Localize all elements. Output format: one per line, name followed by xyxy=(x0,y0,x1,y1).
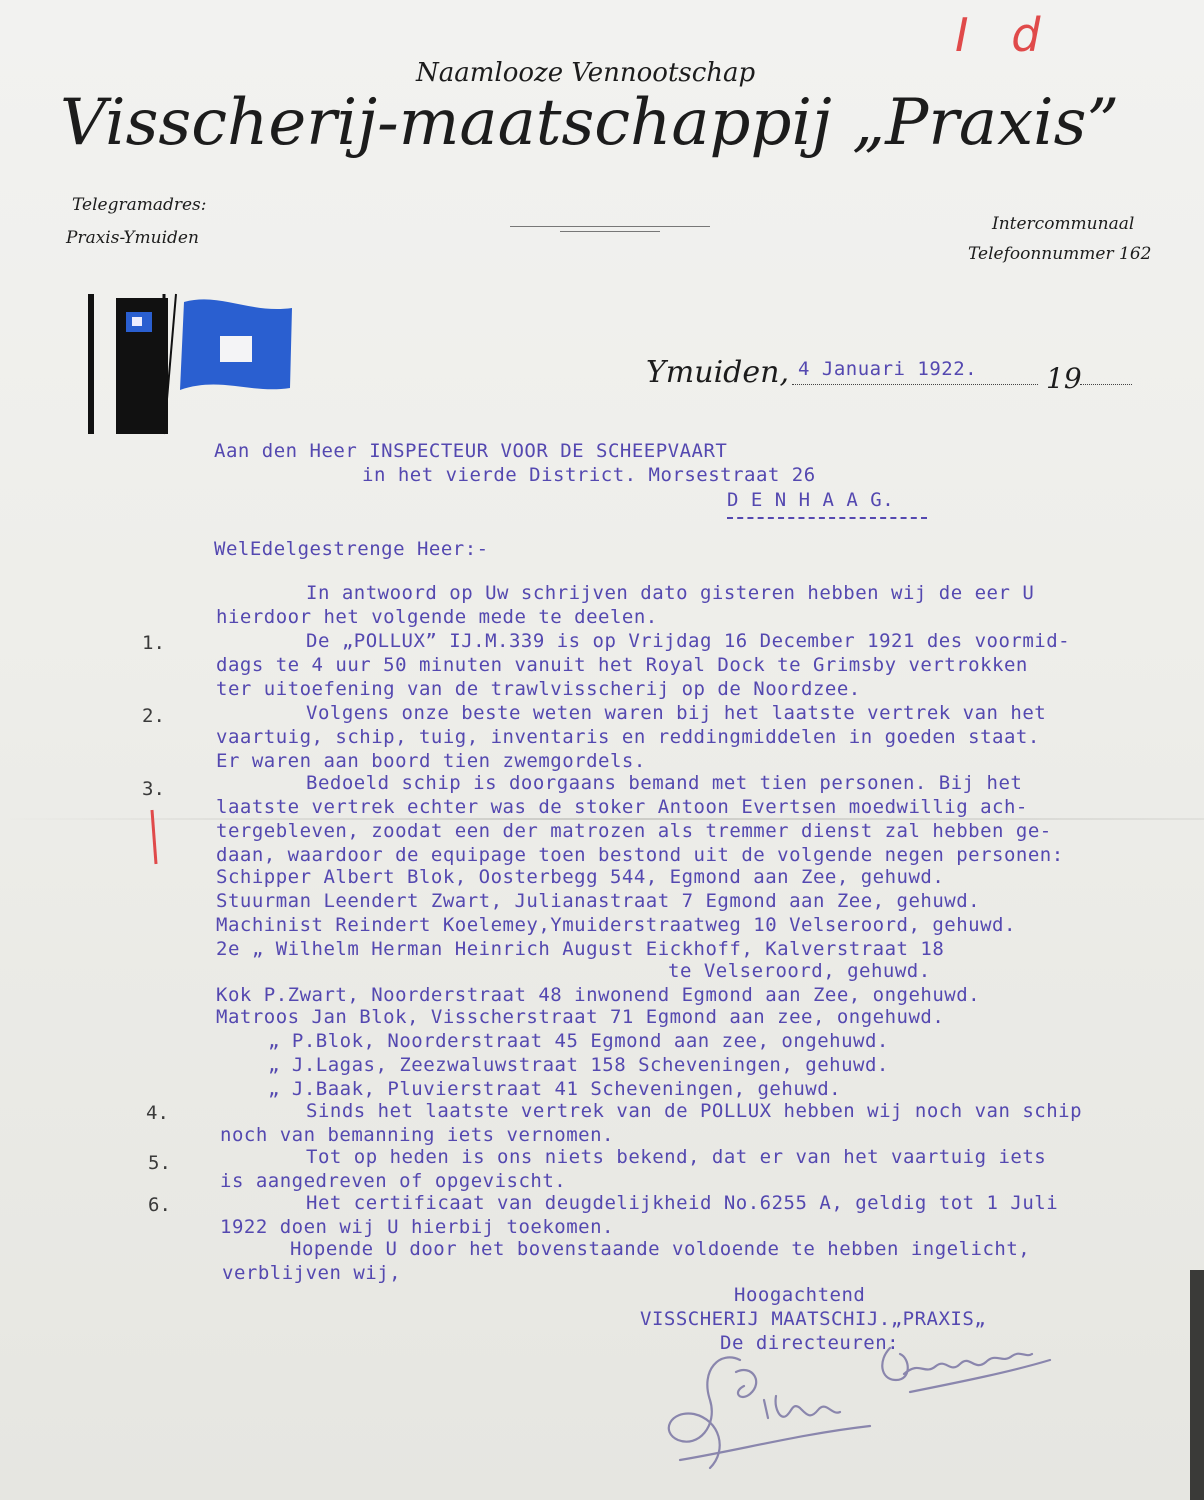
mast-left-icon xyxy=(88,294,94,434)
address-line-2: in het vierde District. Morsestraat 26 xyxy=(362,464,816,486)
body-line: dags te 4 uur 50 minuten vanuit het Royal Dock te Grimsby vertrokken xyxy=(216,654,1028,676)
body-line: Volgens onze beste weten waren bij het laatste vertrek van het xyxy=(306,702,1047,724)
body-line: daan, waardoor de equipage toen bestond uit de volgende negen personen: xyxy=(216,844,1064,866)
body-line: is aangedreven of opgevischt. xyxy=(220,1170,567,1192)
crew-line: „ P.Blok, Noorderstraat 45 Egmond aan zee, ongehuwd. xyxy=(268,1030,889,1052)
divider-top xyxy=(510,226,710,227)
crew-line: „ J.Baak, Pluvierstraat 41 Scheveningen, gehuwd. xyxy=(268,1078,842,1100)
signatures xyxy=(640,1330,1060,1480)
paragraph-number: 6. xyxy=(148,1194,171,1216)
body-line: tergebleven, zoodat een der matrozen als tremmer dienst zal hebben ge- xyxy=(216,820,1052,842)
divider-mid xyxy=(560,231,660,232)
telegram-address: Praxis-Ymuiden xyxy=(66,228,199,248)
crew-line: Matroos Jan Blok, Visscherstraat 71 Egmond aan zee, ongehuwd. xyxy=(216,1006,945,1028)
year-underline xyxy=(1080,384,1132,386)
crew-line: „ J.Lagas, Zeezwaluwstraat 158 Scheveningen, gehuwd. xyxy=(268,1054,889,1076)
red-annotation: I d xyxy=(955,8,1055,62)
crew-line: Machinist Reindert Koelemey,Ymuiderstraatweg 10 Velseroord, gehuwd. xyxy=(216,914,1016,936)
crew-line: 2e „ Wilhelm Herman Heinrich August Eickhoff, Kalverstraat 18 xyxy=(216,938,945,960)
phone-label: Intercommunaal xyxy=(992,214,1135,234)
phone-number: Telefoonnummer 162 xyxy=(968,244,1152,264)
body-line: Bedoeld schip is doorgaans bemand met tien personen. Bij het xyxy=(306,772,1023,794)
body-line: Er waren aan boord tien zwemgordels. xyxy=(216,750,646,772)
dateline-place: Ymuiden, xyxy=(646,355,789,390)
closing-greeting: Hoogachtend xyxy=(734,1284,866,1306)
paragraph-number: 5. xyxy=(148,1152,171,1174)
body-line: laatste vertrek echter was de stoker Antoon Evertsen moedwillig ach- xyxy=(216,796,1028,818)
red-margin-mark xyxy=(148,808,162,868)
flag-logo xyxy=(80,284,300,436)
crew-line: Stuurman Leendert Zwart, Julianastraat 7 Egmond aan Zee, gehuwd. xyxy=(216,890,981,912)
paragraph-number: 2. xyxy=(142,705,165,727)
legal-form: Naamlooze Vennootschap xyxy=(416,58,756,88)
telegram-label: Telegramadres: xyxy=(72,195,207,215)
city-underline xyxy=(727,517,927,519)
closing-role: De directeuren: xyxy=(720,1332,900,1354)
body-line: hierdoor het volgende mede te deelen. xyxy=(216,606,658,628)
body-line: De „POLLUX” IJ.M.339 is op Vrijdag 16 December 1921 des voormid- xyxy=(306,630,1071,652)
paragraph-number: 1. xyxy=(142,632,165,654)
body-line: Hopende U door het bovenstaande voldoende te hebben ingelicht, xyxy=(290,1238,1031,1260)
address-line-1: Aan den Heer INSPECTEUR VOOR DE SCHEEPVAART xyxy=(214,440,728,462)
date-underline xyxy=(792,384,1038,386)
body-line: ter uitoefening van de trawlvisscherij op de Noordzee. xyxy=(216,678,861,700)
body-line: Sinds het laatste vertrek van de POLLUX hebben wij noch van schip xyxy=(306,1100,1083,1122)
crew-line: Schipper Albert Blok, Oosterbegg 544, Egmond aan Zee, gehuwd. xyxy=(216,866,945,888)
dateline-date: 4 Januari 1922. xyxy=(798,358,978,380)
crew-line: Kok P.Zwart, Noorderstraat 48 inwonend Egmond aan Zee, ongehuwd. xyxy=(216,984,981,1006)
closing-company: VISSCHERIJ MAATSCHIJ.„PRAXIS„ xyxy=(640,1308,987,1330)
body-line: In antwoord op Uw schrijven dato gisteren hebben wij de eer U xyxy=(306,582,1035,604)
body-line: noch van bemanning iets vernomen. xyxy=(220,1124,614,1146)
paragraph-number: 4. xyxy=(146,1102,169,1124)
body-line: vaartuig, schip, tuig, inventaris en reddingmiddelen in goeden staat. xyxy=(216,726,1040,748)
dateline-year: 19 xyxy=(1046,362,1082,395)
address-city: D E N H A A G. xyxy=(727,489,895,511)
signature-2-icon xyxy=(882,1348,907,1380)
body-line: Het certificaat van deugdelijkheid No.6255 A, geldig tot 1 Juli xyxy=(306,1192,1059,1214)
crew-line: te Velseroord, gehuwd. xyxy=(668,960,931,982)
salutation: WelEdelgestrenge Heer:- xyxy=(214,538,489,560)
body-line: Tot op heden is ons niets bekend, dat er van het vaartuig iets xyxy=(306,1146,1047,1168)
paragraph-number: 3. xyxy=(142,778,165,800)
body-line: verblijven wij, xyxy=(222,1262,402,1284)
scan-edge xyxy=(1190,1270,1204,1500)
company-name: Visscherij-maatschappij „Praxis” xyxy=(60,86,1120,160)
body-line: 1922 doen wij U hierbij toekomen. xyxy=(220,1216,614,1238)
